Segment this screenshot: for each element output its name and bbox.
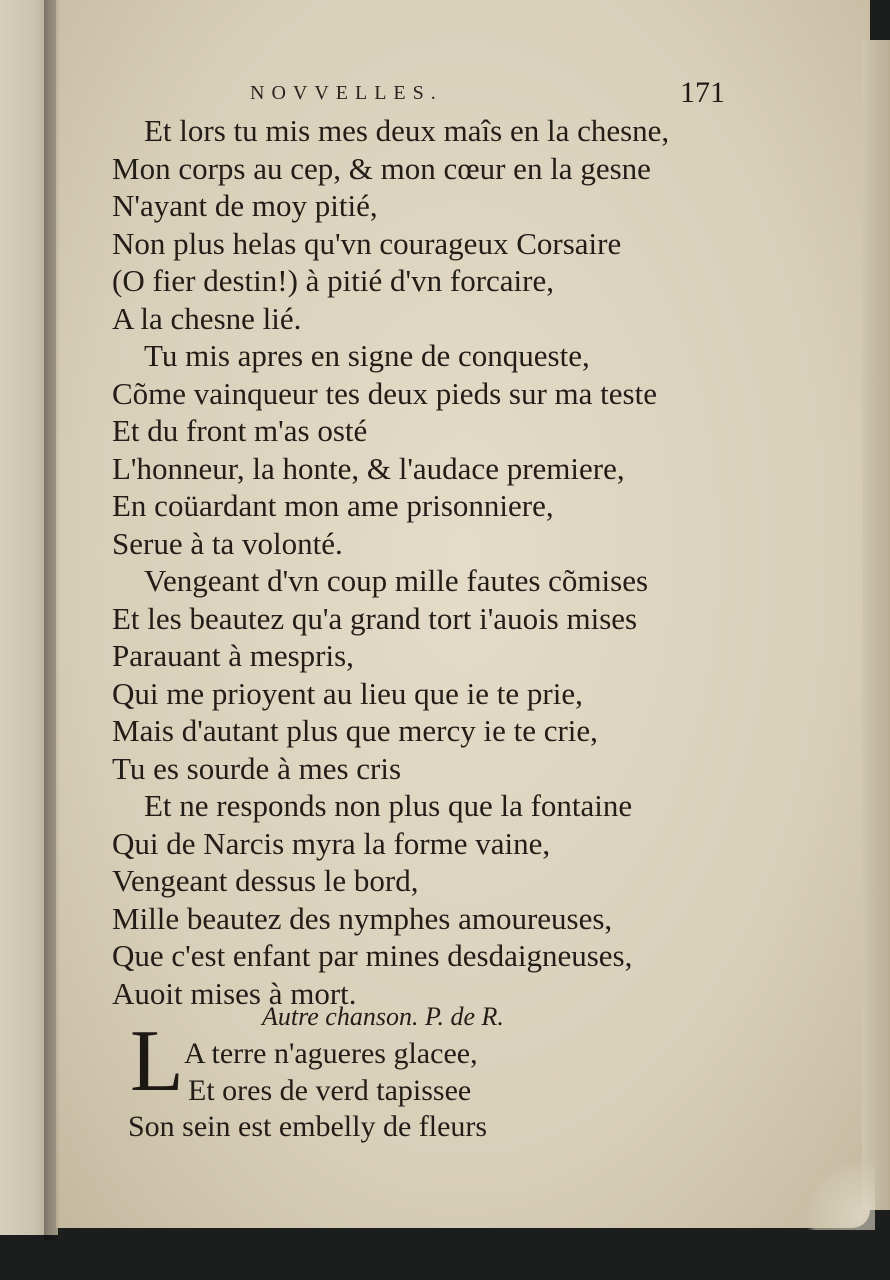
- poem-line: Mille beautez des nymphes amoureuses,: [112, 900, 613, 936]
- poem-line: Qui me prioyent au lieu que ie te prie,: [112, 675, 583, 711]
- song-line: Et ores de verd tapissee: [188, 1073, 472, 1107]
- poem-line: Tu mis apres en signe de conqueste,: [144, 338, 590, 373]
- poem-line: En coüardant mon ame prisonniere,: [112, 488, 554, 523]
- poem-line: Cõme vainqueur tes deux pieds sur ma teste: [112, 375, 657, 411]
- poem-line: Que c'est enfant par mines desdaigneuses,: [112, 938, 633, 973]
- page-fore-edge: [862, 40, 890, 1210]
- song-stanza: [128, 1036, 628, 1146]
- poem-line: Non plus helas qu'vn courageux Corsaire: [112, 225, 622, 261]
- book-gutter-shadow: [44, 0, 60, 1240]
- poem-line: (O fier destin!) à pitié d'vn forcaire,: [112, 263, 554, 298]
- poem-line: Mais d'autant plus que mercy ie te crie,: [112, 713, 598, 748]
- poem-line: Vengeant d'vn coup mille fautes cõmises: [144, 563, 649, 598]
- worn-page-corner: [805, 1160, 875, 1230]
- poem-line: Vengeant dessus le bord,: [112, 863, 419, 898]
- page-number: 171: [680, 76, 725, 109]
- poem-line: Et ne responds non plus que la fontaine: [144, 788, 633, 823]
- poem-line: Et les beautez qu'a grand tort i'auois mises: [112, 600, 638, 636]
- poem-line: Et lors tu mis mes deux maîs en la chesne,: [144, 113, 670, 148]
- poem-text: [112, 112, 732, 1012]
- poem-line: Serue à ta volonté.: [112, 525, 343, 561]
- drop-capital: L: [130, 1013, 184, 1110]
- poem-line: Et du front m'as osté: [112, 413, 368, 448]
- running-head: [250, 76, 725, 116]
- poem-line: Auoit mises à mort.: [112, 975, 357, 1011]
- song-line: A terre n'agueres glacee,: [184, 1037, 478, 1070]
- running-head-title: NOVVELLES.: [250, 82, 443, 104]
- song-line: Son sein est embelly de fleurs: [128, 1110, 488, 1143]
- poem-line: N'ayant de moy pitié,: [112, 188, 378, 223]
- song-heading: Autre chanson. P. de R.: [262, 1002, 504, 1031]
- poem-line: A la chesne lié.: [112, 300, 302, 336]
- poem-line: Mon corps au cep, & mon cœur en la gesne: [112, 150, 651, 186]
- poem-line: Qui de Narcis myra la forme vaine,: [112, 825, 551, 861]
- poem-line: Parauant à mespris,: [112, 638, 354, 673]
- poem-line: L'honneur, la honte, & l'audace premiere,: [112, 450, 625, 486]
- poem-line: Tu es sourde à mes cris: [112, 750, 402, 786]
